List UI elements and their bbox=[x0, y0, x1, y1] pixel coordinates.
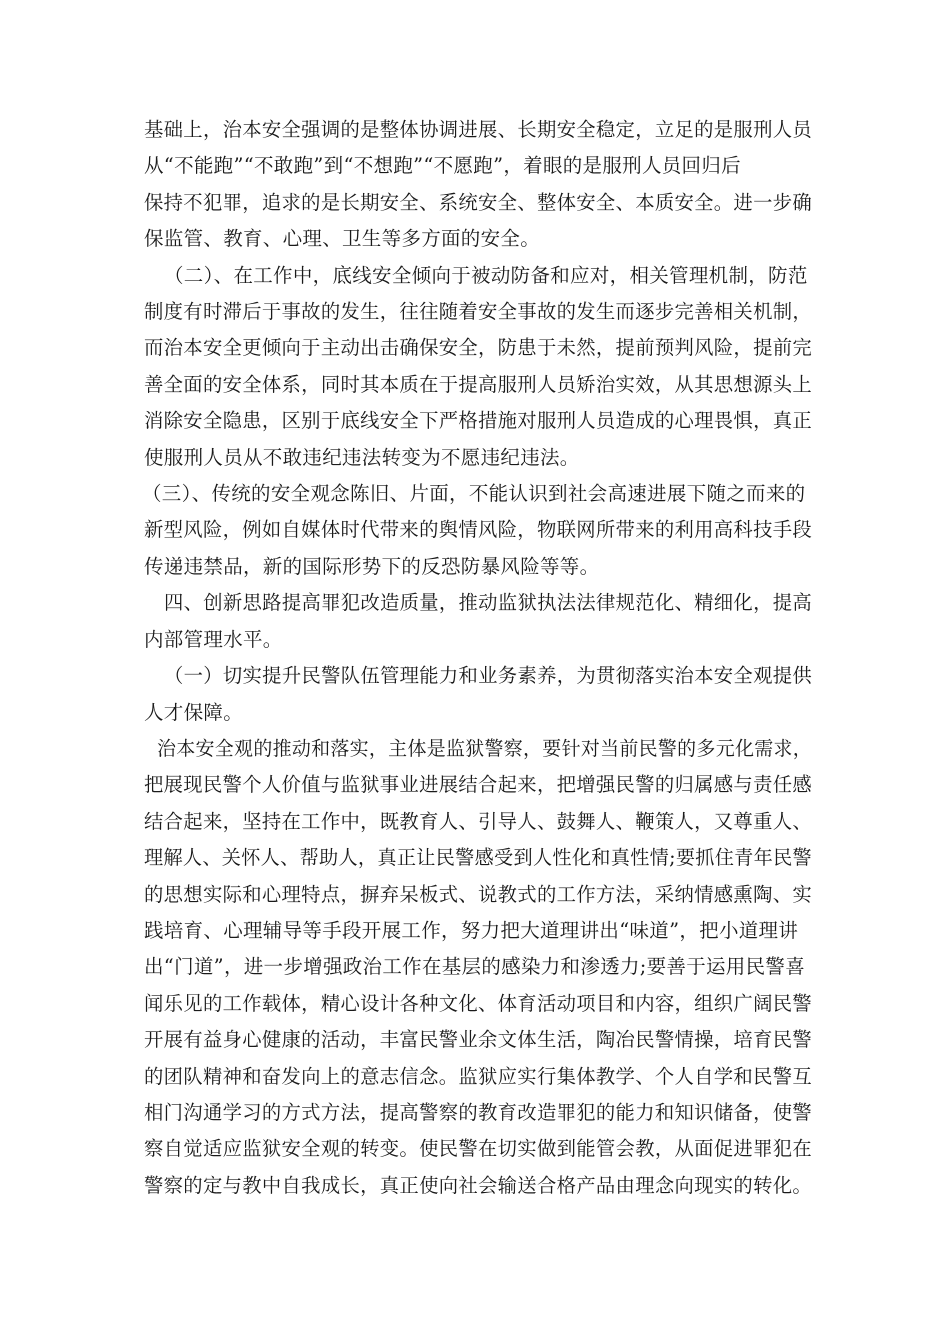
text-line: 新型风险，例如自媒体时代带来的舆情风险，物联网所带来的利用高科技手段 bbox=[144, 518, 813, 542]
text-line: 警察的定与教中自我成长，真正使向社会输送合格产品由理念向现实的转化。 bbox=[144, 1173, 813, 1197]
text-line: 闻乐见的工作载体，精心设计各种文化、体育活动项目和内容，组织广阔民警 bbox=[144, 991, 813, 1015]
text-line: 制度有时滞后于事故的发生，往往随着安全事故的发生而逐步完善相关机制， bbox=[144, 300, 813, 324]
text-line: 基础上，治本安全强调的是整体协调进展、长期安全稳定，立足的是服刑人员 bbox=[144, 118, 813, 141]
text-line: 而治本安全更倾向于主动出击确保安全，防患于未然，提前预判风险，提前完 bbox=[144, 336, 813, 360]
text-line: 把展现民警个人价值与监狱事业进展结合起来，把增强民警的归属感与责任感 bbox=[144, 773, 813, 797]
text-line: 保持不犯罪，追求的是长期安全、系统安全、整体安全、本质安全。进一步确 bbox=[144, 190, 813, 214]
text-line: 保监管、教育、心理、卫生等多方面的安全。 bbox=[144, 227, 541, 251]
section-heading-line: 内部管理水平。 bbox=[144, 627, 283, 651]
text-line: 的思想实际和心理特点，摒弃呆板式、说教式的工作方法，采纳情感熏陶、实 bbox=[144, 882, 813, 906]
text-line: 相门沟通学习的方式方法，提高警察的教育改造罪犯的能力和知识储备，使警 bbox=[144, 1100, 813, 1124]
paragraph-start-line: （三）、传统的安全观念陈旧、片面，不能认识到社会高速进展下随之而来的 bbox=[142, 482, 806, 506]
text-line: 传递违禁品，新的国际形势下的反恐防暴风险等等。 bbox=[144, 554, 600, 578]
subsection-heading-line: 人才保障。 bbox=[144, 700, 244, 724]
text-line: 使服刑人员从不敢违纪违法转变为不愿违纪违法。 bbox=[144, 445, 580, 469]
text-line: 察自觉适应监狱安全观的转变。使民警在切实做到能管会教，从面促进罪犯在 bbox=[144, 1137, 813, 1161]
subsection-heading-line: （一）切实提升民警队伍管理能力和业务素养，为贯彻落实治本安全观提供 bbox=[164, 664, 812, 688]
text-line: 开展有益身心健康的活动，丰富民警业余文体生活，陶冶民警情操，培育民警 bbox=[144, 1028, 813, 1052]
text-line: 结合起来，坚持在工作中，既教育人、引导人、鼓舞人、鞭策人，又尊重人、 bbox=[144, 809, 813, 833]
text-line: 善全面的安全体系，同时其本质在于提高服刑人员矫治实效，从其思想源头上 bbox=[144, 372, 813, 396]
document-body bbox=[144, 112, 812, 1204]
section-heading-line: 四、创新思路提高罪犯改造质量，推动监狱执法法律规范化、精细化，提高 bbox=[164, 591, 812, 615]
text-line: 出“门道”，进一步增强政治工作在基层的感染力和渗透力;要善于运用民警喜 bbox=[144, 955, 806, 979]
text-line: 消除安全隐患，区别于底线安全下严格措施对服刑人员造成的心理畏惧，真正 bbox=[144, 409, 813, 433]
paragraph-start-line: 治本安全观的推动和落实，主体是监狱警察，要针对当前民警的多元化需求， bbox=[157, 736, 813, 760]
text-line: 践培育、心理辅导等手段开展工作，努力把大道理讲出“味道”，把小道理讲 bbox=[144, 918, 799, 942]
text-line: 理解人、关怀人、帮助人，真正让民警感受到人性化和真性情;要抓住青年民警 bbox=[144, 846, 812, 870]
paragraph-start-line: （二）、在工作中，底线安全倾向于被动防备和应对，相关管理机制，防范 bbox=[164, 263, 808, 287]
text-line: 从“不能跑”“不敢跑”到“不想跑”“不愿跑”，着眼的是服刑人员回归后 bbox=[144, 154, 741, 178]
text-line: 的团队精神和奋发向上的意志信念。监狱应实行集体教学、个人自学和民警互 bbox=[144, 1064, 813, 1088]
